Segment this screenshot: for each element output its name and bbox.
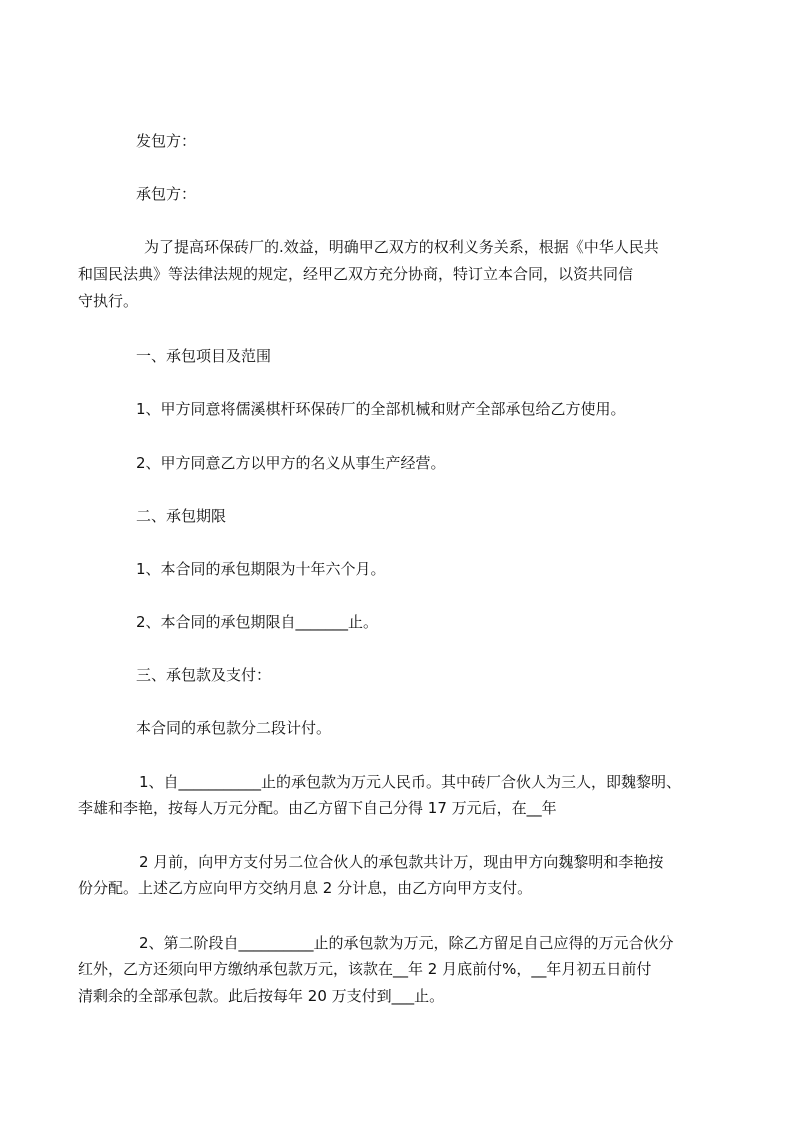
payment-p2-line-1: 2 月前，向甲方支付另二位合伙人的承包款共计万，现由甲方向魏黎明和李艳按 [139,853,664,871]
intro-line-1: 为了提高环保砖厂的.效益，明确甲乙双方的权利义务关系，根据《中华人民共 [144,238,659,256]
party-a-label: 发包方： [136,132,197,150]
section-3-intro: 本合同的承包款分二段计付。 [136,719,332,737]
intro-line-2: 和国民法典》等法律法规的规定，经甲乙双方充分协商，特订立本合同，以资共同信 [78,265,634,283]
section-2-item-1: 1、本合同的承包期限为十年六个月。 [136,560,386,578]
section-2-item-2: 2、本合同的承包期限自_______止。 [136,613,379,631]
payment-p3-line-3: 清剩余的全部承包款。此后按每年 20 万支付到___止。 [78,987,445,1005]
payment-p2-line-2: 份分配。上述乙方应向甲方交纳月息 2 分计息，由乙方向甲方支付。 [78,879,533,897]
section-1-item-1: 1、甲方同意将儒溪棋杆环保砖厂的全部机械和财产全部承包给乙方使用。 [136,400,626,418]
section-3-heading: 三、承包款及支付： [136,666,272,684]
section-1-heading: 一、承包项目及范围 [136,347,272,365]
section-2-heading: 二、承包期限 [136,507,227,525]
payment-p3-line-2: 红外，乙方还须向甲方缴纳承包款万元，该款在__年 2 月底前付%，__年月初五日前付 [78,960,652,978]
party-b-label: 承包方： [136,185,197,203]
intro-line-3: 守执行。 [78,292,139,310]
payment-p1-line-1: 1、自___________止的承包款为万元人民币。其中砖厂合伙人为三人，即魏黎明、 [139,773,682,791]
section-1-item-2: 2、甲方同意乙方以甲方的名义从事生产经营。 [136,454,446,472]
payment-p3-line-1: 2、第二阶段自__________止的承包款为万元，除乙方留足自己应得的万元合伙分 [139,934,674,952]
payment-p1-line-2: 李雄和李艳，按每人万元分配。由乙方留下自己分得 17 万元后，在__年 [78,799,557,817]
